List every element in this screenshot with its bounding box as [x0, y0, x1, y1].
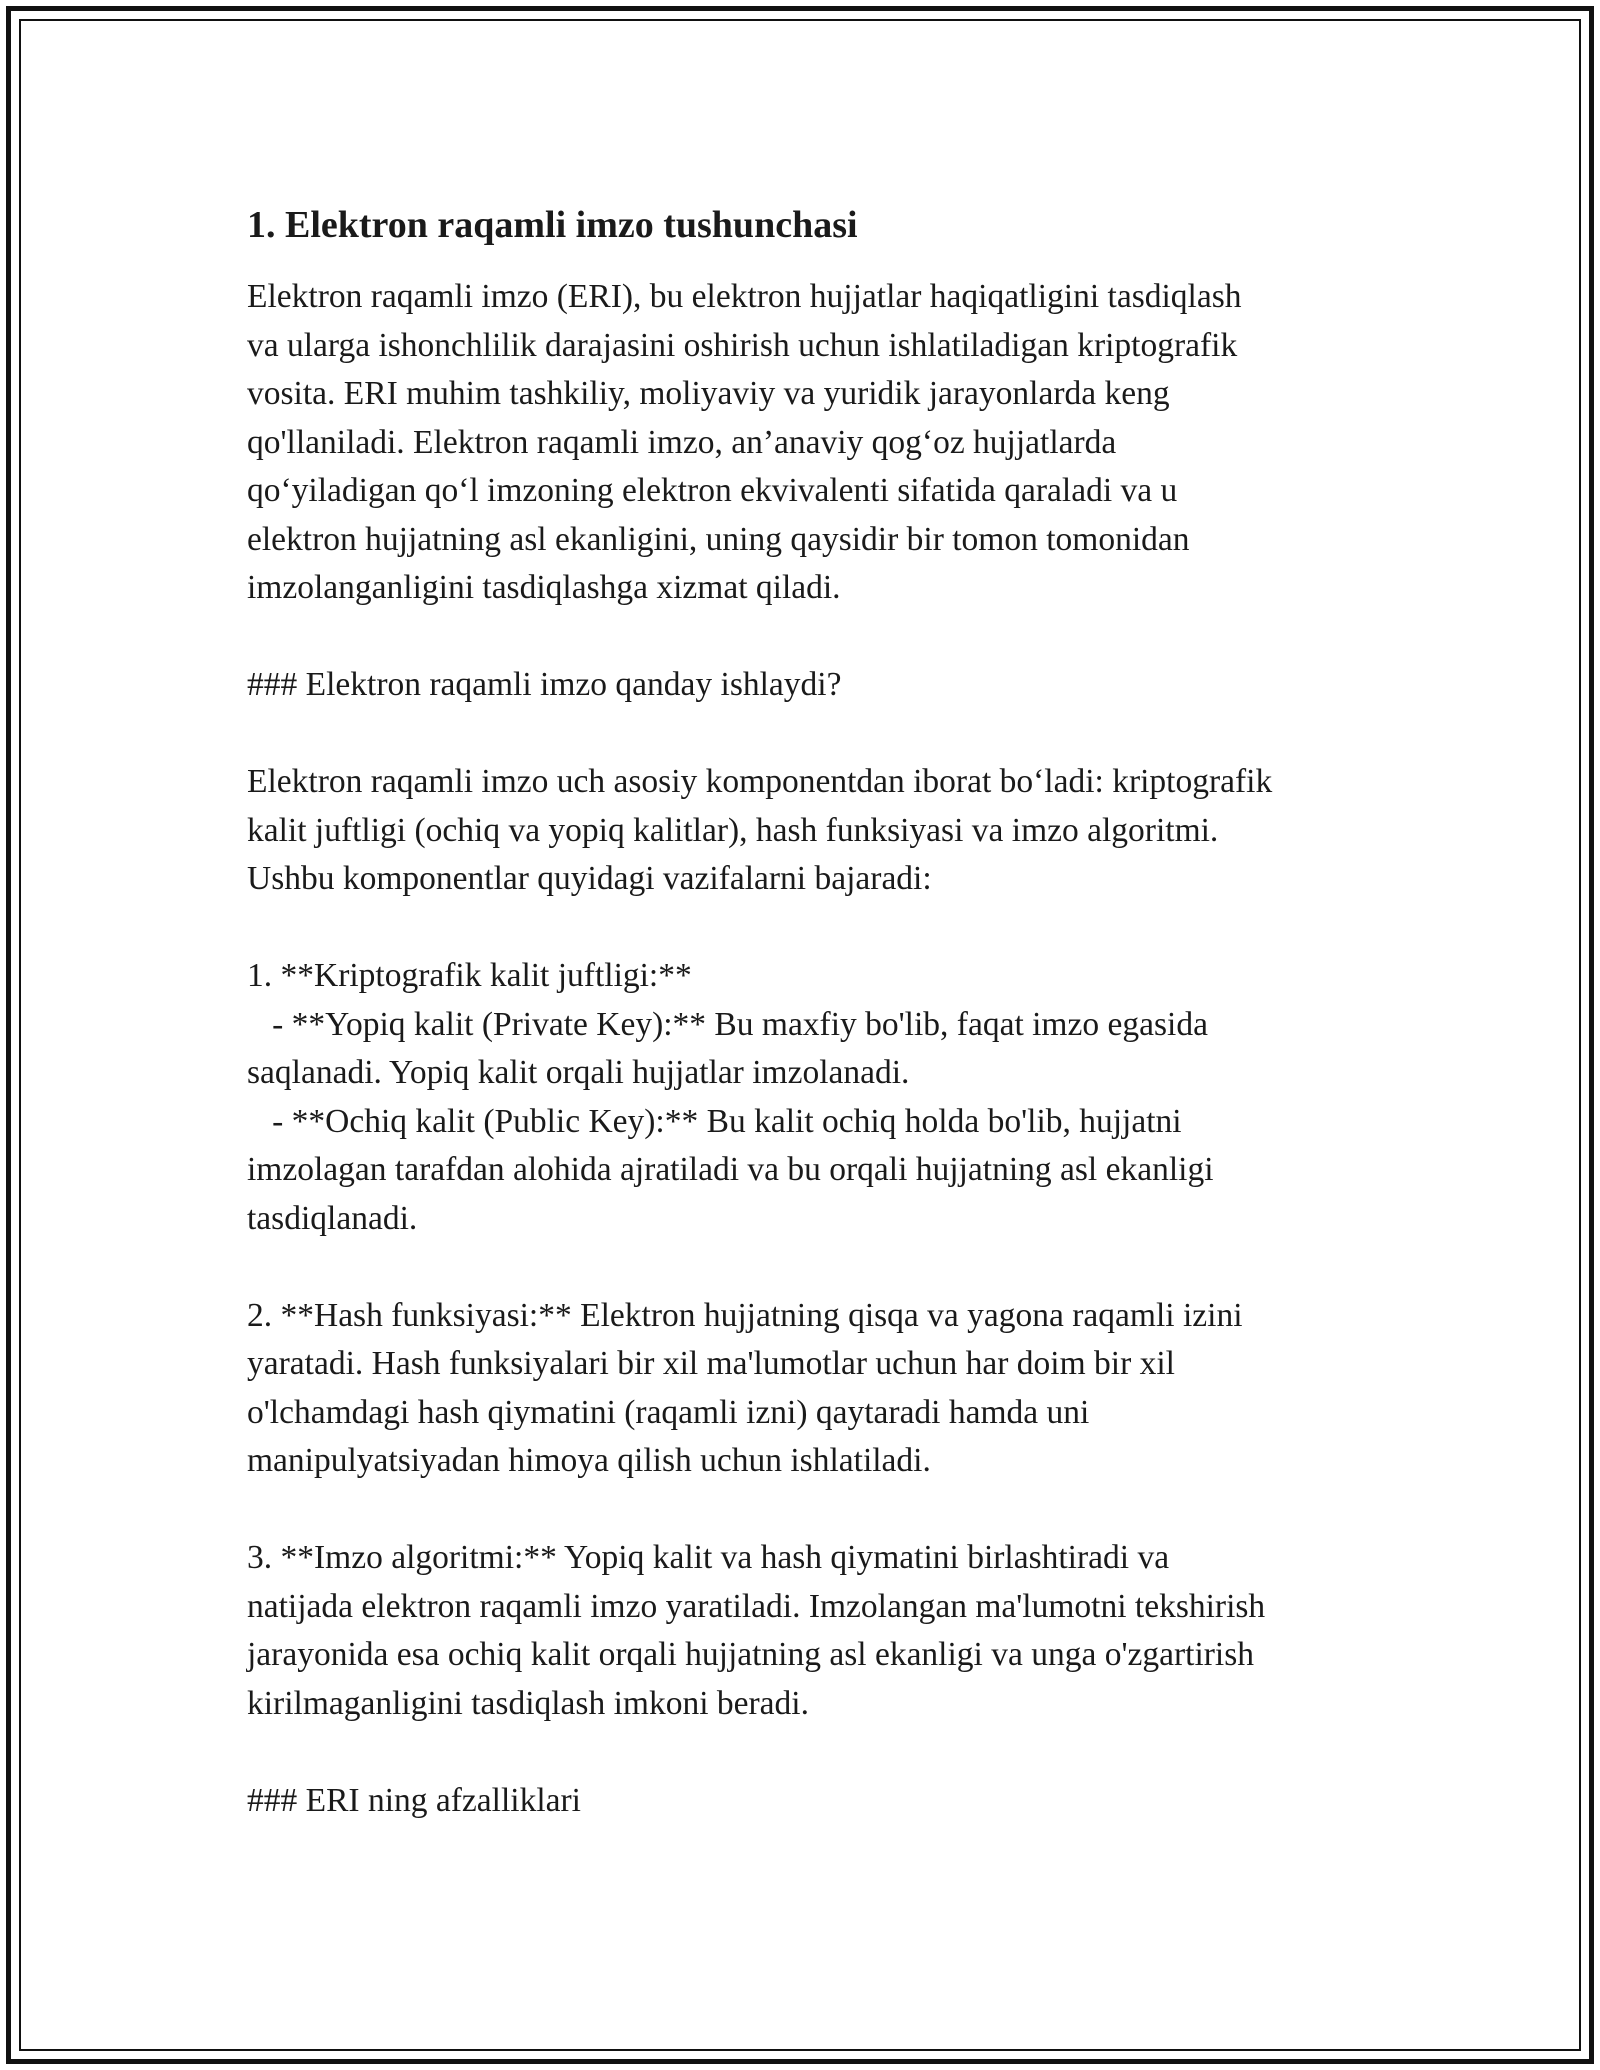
paragraph-gap — [247, 1243, 1397, 1292]
document-body — [247, 199, 1397, 1825]
paragraph-eri-definition: Elektron raqamli imzo (ERI), bu elektron hujjatlar haqiqatligini tasdiqlash va ularga ishonchlilik darajasini oshirish uchun ishlatiladigan kriptografik vosita. ERI muhim tashkiliy, moliyaviy va yuridik jarayonlarda keng qo'llaniladi. Elektron raqamli imzo, an’anaviy qog‘oz hujjatlarda qo‘yiladigan qo‘l imzoning elektron ekvivalenti sifatida qaraladi va u elektron hujjatning asl ekanligini, uning qaysidir bir tomon tomonidan imzolanganligini tasdiqlashga xizmat qiladi. — [247, 278, 1242, 606]
paragraph-gap — [247, 1728, 1397, 1777]
section-heading-advantages: ### ERI ning afzalliklari — [247, 1781, 581, 1819]
paragraph-gap — [247, 613, 1397, 662]
list-item-hash-function: 2. **Hash funksiyasi:** Elektron hujjatning qisqa va yagona raqamli izini yaratadi. Hash funksiyalari bir xil ma'lumotlar uchun har doim bir xil o'lchamdagi hash qiymatini (raqamli izni) qaytaradi hamda uni manipulyatsiyadan himoya qilish uchun ishlatiladi. — [247, 1296, 1243, 1479]
section-heading-how-it-works: ### Elektron raqamli imzo qanday ishlaydi? — [247, 666, 842, 703]
document-title: 1. Elektron raqamli imzo tushunchasi — [247, 204, 858, 246]
paragraph-gap — [247, 710, 1397, 759]
page-frame — [6, 6, 1594, 2064]
paragraph-gap — [247, 1486, 1397, 1535]
paragraph-gap — [247, 904, 1397, 953]
list-item-signature-algorithm: 3. **Imzo algoritmi:** Yopiq kalit va hash qiymatini birlashtiradi va natijada elektron raqamli imzo yaratiladi. Imzolangan ma'lumotni tekshirish jarayonida esa ochiq kalit orqali hujjatning asl ekanligi va unga o'zgartirish kirilmaganligini tasdiqlash imkoni beradi. — [247, 1539, 1266, 1722]
paragraph-components-intro: Elektron raqamli imzo uch asosiy komponentdan iborat bo‘ladi: kriptografik kalit juftligi (ochiq va yopiq kalitlar), hash funksiyasi va imzo algoritmi. Ushbu komponentlar quyidagi vazifalarni bajaradi: — [247, 763, 1273, 897]
list-item-key-pair: 1. **Kriptografik kalit juftligi:** - **Yopiq kalit (Private Key):** Bu maxfiy bo'lib, faqat imzo egasida saqlanadi. Yopiq kalit orqali hujjatlar imzolanadi. - **Ochiq kalit (Public Key):** Bu kalit ochiq holda bo'lib, hujjatni imzolagan tarafdan alohida ajratiladi va bu orqali hujjatning asl ekanligi tasdiqlanadi. — [247, 957, 1214, 1237]
